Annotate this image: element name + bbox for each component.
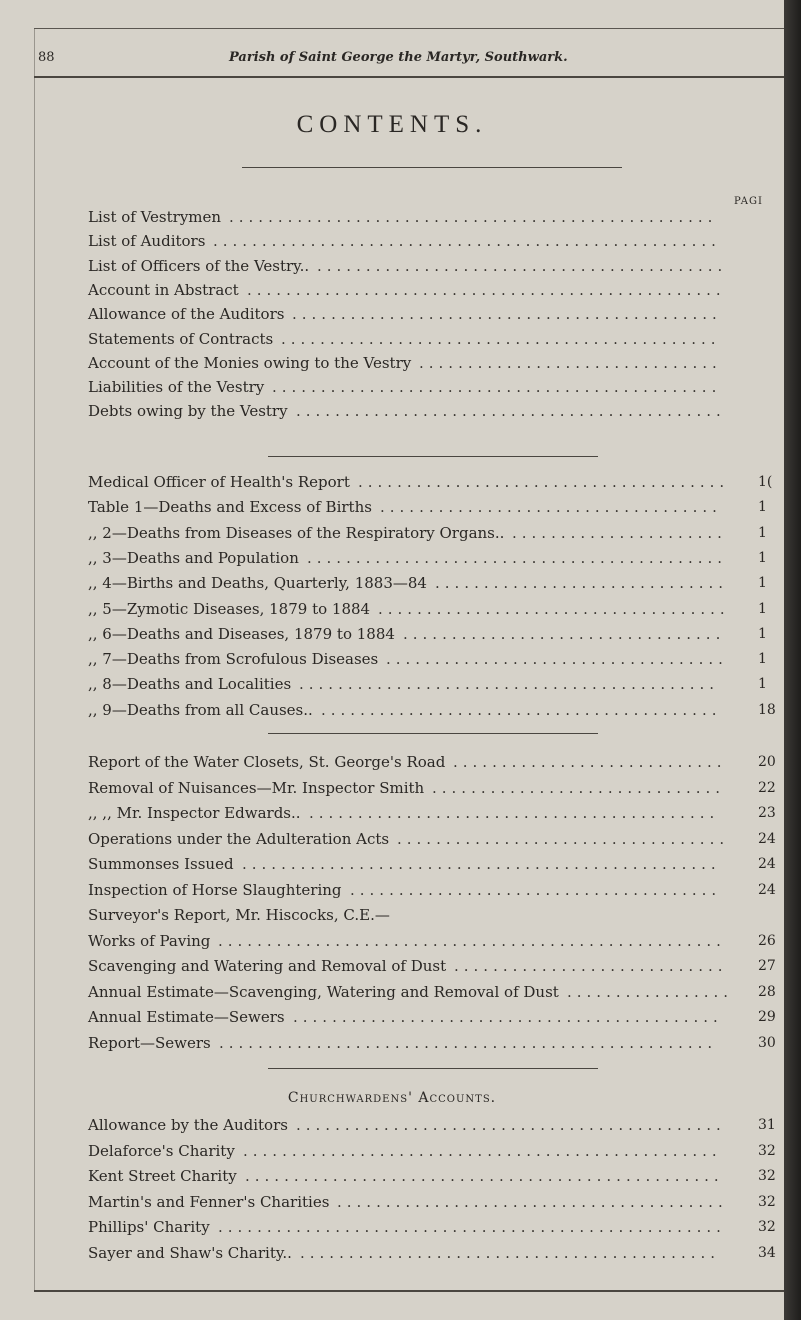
entry-page-number: 1 [758,499,767,516]
contents-entry [88,1241,776,1265]
dot-leader: .......................................... [317,256,728,275]
entry-label: Annual Estimate—Sewers [88,1008,285,1026]
contents-entry [88,1005,776,1029]
entry-page-number: 22 [758,779,776,796]
dot-leader: .................................................. [229,208,718,226]
dot-leader: ........................................... [300,1243,721,1262]
entry-page-number: 24 [758,881,776,898]
contents-entry [88,954,776,978]
entry-page-number: 24 [758,856,776,872]
contents-entry [88,399,738,423]
entry-label: Account of the Monies owing to the Vestry [88,353,412,372]
dot-leader: ............................................ [292,305,722,324]
contents-entry [88,776,776,800]
dot-leader: .............................. [435,574,729,593]
contents-entry [88,521,767,545]
dot-leader: ............................................ [296,402,726,421]
contents-entry [88,205,738,229]
entry-page-number: 1( [758,474,773,490]
dot-leader: ................................... [380,498,722,517]
entry-page-number: 23 [758,805,776,821]
entry-label: ,, 4—Births and Deaths, Quarterly, 1883—84 [88,574,427,593]
entry-label: Inspection of Horse Slaughtering [88,880,342,899]
entry-page-number: 18 [758,701,776,718]
dot-leader: ................................................. [243,1141,722,1160]
dot-leader: ................................. [403,624,726,643]
contents-entry [88,278,738,302]
dot-leader: ............................................ [293,1008,723,1026]
entry-page-number: 26 [758,932,776,949]
contents-entry [88,495,767,519]
page-column-heading: PAGI [734,196,763,207]
section-rule-2 [268,733,598,734]
contents-entry [88,980,776,1004]
contents-entry [88,254,738,278]
entry-page-number: 30 [758,1034,776,1051]
entry-label: Martin's and Fenner's Charities [88,1192,330,1211]
section-rule-3 [268,1068,598,1069]
contents-entry [88,1215,776,1239]
entry-label: ,, 8—Deaths and Localities [88,675,292,694]
entry-label: Delaforce's Charity [88,1141,235,1160]
entry-page-number: 1 [758,600,767,617]
dot-leader: ........................................... [299,675,720,694]
entry-page-number: 1 [758,625,767,642]
entry-label: List of Officers of the Vestry.. [88,256,310,275]
entry-label: Allowance by the Auditors [88,1116,288,1134]
running-title: Parish of Saint George the Martyr, Southwark. [229,50,568,65]
entry-label: Statements of Contracts [88,329,274,348]
dot-leader: ................. [567,982,734,1001]
dot-leader: ................................................. [242,855,721,873]
section-rule-1 [268,456,598,457]
entry-label: List of Vestrymen [88,208,222,226]
contents-entry [88,801,776,825]
dot-leader: ................................................. [247,280,726,299]
dot-leader: ............................................. [281,329,721,348]
contents-entry [88,571,767,595]
entry-label: Report of the Water Closets, St. George's Road [88,753,446,771]
entry-label: Scavenging and Watering and Removal of Dust [88,957,447,975]
contents-entry [88,903,738,927]
contents-entry [88,302,738,326]
entry-page-number: 31 [758,1117,776,1133]
book-spine [784,0,801,1320]
entry-label: ,, 3—Deaths and Population [88,548,299,567]
entry-page-number: 32 [758,1142,776,1159]
entry-page-number: 29 [758,1009,776,1025]
contents-entry [88,470,773,494]
entry-label: ,, 5—Zymotic Diseases, 1879 to 1884 [88,599,371,618]
entry-label: Medical Officer of Health's Report [88,473,350,491]
dot-leader: .................................................... [218,931,726,950]
entry-page-number: 1 [758,651,767,668]
contents-title: CONTENTS. [296,111,488,138]
dot-leader: ............................ [453,753,727,771]
entry-label: ,, 2—Deaths from Diseases of the Respiratory Organs.. [88,523,505,542]
entry-label: Works of Paving [88,931,211,950]
contents-entry [88,929,776,953]
entry-page-number: 1 [758,524,767,541]
contents-entry [88,597,767,621]
dot-leader: ...................................... [358,473,730,491]
entry-label: ,, 6—Deaths and Diseases, 1879 to 1884 [88,624,395,643]
entry-label: Kent Street Charity [88,1167,237,1185]
entry-label: Annual Estimate—Scavenging, Watering and Removal of Dust [88,982,559,1001]
entry-label: Sayer and Shaw's Charity.. [88,1243,292,1262]
dot-leader: ............................................ [296,1116,726,1134]
entry-label: Account in Abstract [88,280,239,299]
contents-entry [88,375,738,399]
entry-label: Summonses Issued [88,855,234,873]
dot-leader: ................................................... [219,1033,718,1052]
contents-entry [88,229,738,253]
dot-leader: ......................................... [321,700,722,719]
contents-entry [88,750,776,774]
entry-label: Operations under the Adulteration Acts [88,829,390,848]
entry-label: Liabilities of the Vestry [88,378,265,397]
entry-label: Phillips' Charity [88,1218,210,1236]
entry-label: List of Auditors [88,232,206,251]
dot-leader: ........................................ [337,1192,728,1211]
entry-page-number: 27 [758,958,776,974]
dot-leader: ............................ [454,957,728,975]
entry-label: Allowance of the Auditors [88,305,285,324]
contents-entry [88,878,776,902]
entry-page-number: 1 [758,575,767,592]
dot-leader: ........................................... [307,548,728,567]
dot-leader: .................................................... [218,1218,726,1236]
contents-entry [88,698,776,722]
contents-entry [88,546,767,570]
entry-page-number: 32 [758,1193,776,1210]
entry-label: ,, 7—Deaths from Scrofulous Diseases [88,650,379,669]
contents-entry [88,827,776,851]
dot-leader: .............................. [432,778,726,797]
dot-leader: ............................... [419,353,722,372]
entry-page-number: 1 [758,676,767,693]
contents-entry [88,1139,776,1163]
dot-leader: ................................................. [245,1167,724,1185]
entry-label: Table 1—Deaths and Excess of Births [88,498,372,517]
entry-page-number: 24 [758,830,776,847]
dot-leader: ................................... [386,650,728,669]
contents-entry [88,1164,776,1188]
dot-leader: ...................... [512,523,727,542]
contents-entry [88,327,738,351]
contents-entry [88,672,767,696]
dot-leader: ...................................... [350,880,722,899]
churchwardens-heading: Churchwardens' Accounts. [287,1090,497,1106]
running-head [34,50,784,76]
entry-page-number: 28 [758,983,776,1000]
entry-label: Surveyor's Report, Mr. Hiscocks, C.E.— [88,906,390,924]
contents-entry [88,1190,776,1214]
dot-leader: .................................................... [213,232,721,251]
entry-page-number: 20 [758,754,776,770]
dot-leader: .......................................... [309,804,720,822]
bottom-rule [34,1290,784,1292]
contents-entry [88,351,738,375]
contents-entry [88,622,767,646]
contents-entry [88,647,767,671]
dot-leader: .................................. [397,829,730,848]
contents-entry [88,852,776,876]
entry-label: ,, 9—Deaths from all Causes.. [88,700,313,719]
entry-label: Debts owing by the Vestry [88,402,288,421]
entry-page-number: 32 [758,1219,776,1235]
dot-leader: .................................... [378,599,730,618]
title-rule [242,167,622,168]
entry-label: Report—Sewers [88,1033,211,1052]
entry-page-number: 1 [758,549,767,566]
entry-label: ,, ,, Mr. Inspector Edwards.. [88,804,301,822]
dot-leader: .............................................. [272,378,722,397]
entry-page-number: 32 [758,1168,776,1184]
entry-label: Removal of Nuisances—Mr. Inspector Smith [88,778,425,797]
contents-entry [88,1113,776,1137]
header-rule [34,76,784,78]
page-number: 88 [38,50,55,65]
entry-page-number: 34 [758,1244,776,1261]
top-rule [34,28,784,29]
contents-entry [88,1031,776,1055]
